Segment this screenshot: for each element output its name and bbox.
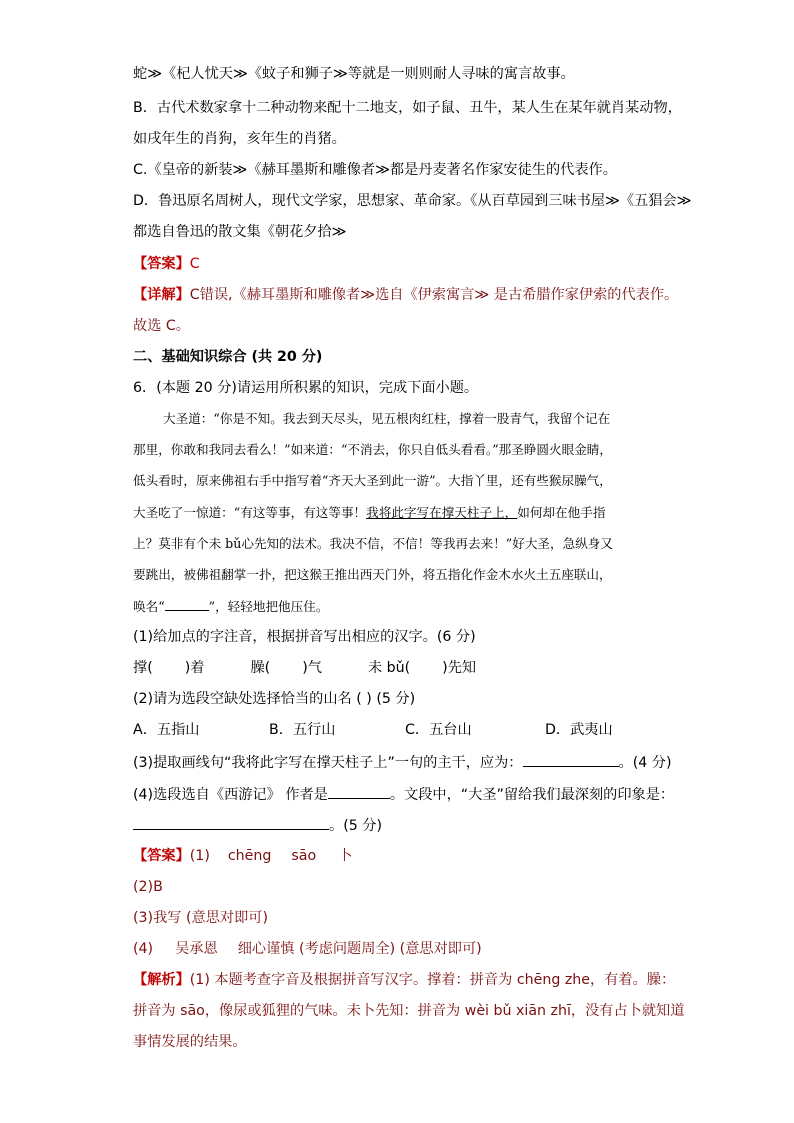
sub4-impression (133, 815, 382, 836)
sub1-stem: (1)给加点的字注音，根据拼音写出相应的汉字。(6 分) (133, 629, 476, 645)
q5-answer (133, 254, 200, 274)
q5-detail-line1 (133, 285, 678, 305)
item-sao: 臊( (250, 660, 271, 676)
q6-answer-line1 (133, 846, 352, 866)
item-bu-tail: )先知 (442, 660, 477, 676)
sub3-stem: (3)提取画线句“我将此字写在撑天柱子上”一句的主干，应为： (133, 755, 523, 771)
sub4-stem: (4)选段选自《西游记》 作者是 (133, 787, 328, 803)
option-c: C.《皇帝的新装≫《赫耳墨斯和雕像者≫都是丹麦著名作家安徒生的代表作。 (133, 162, 617, 178)
analysis-label: 【解析】 (133, 972, 190, 988)
q6-answer-line3: (3)我写 (意思对即可) (133, 910, 268, 926)
option-b-line1: B．古代术数家拿十二种动物来配十二地支，如子鼠、丑牛，某人生在某年就肖某动物， (133, 100, 682, 116)
q6-answer-line4 (133, 939, 482, 959)
section-title: 二、基础知识综合 (共 20 分) (133, 349, 323, 365)
sub3-answer-blank[interactable] (523, 752, 619, 767)
sub4-stem-cont: 。文段中，“大圣”留给我们最深刻的印象是： (389, 787, 675, 803)
author-blank[interactable] (328, 784, 390, 799)
sub4-score: 。(5 分) (329, 818, 382, 834)
q6-analysis-line2: 拼音为 sāo，像尿或狐狸的气味。未卜先知：拼音为 wèi bǔ xiān zhī，没有占卜就知道 (133, 1003, 685, 1019)
passage-line-4 (133, 503, 605, 523)
passage-line-7 (133, 596, 328, 617)
passage-line-5: 上？莫非有个未 bǔ心先知的法术。我决不信，不信！等我再去来！”好大圣，急纵身又 (133, 536, 613, 551)
detail-text: C错误,《赫耳墨斯和雕像者≫选自《伊索寓言≫ 是古希腊作家伊索的代表作。 (189, 287, 679, 303)
option-d-line1: D．鲁迅原名周树人，现代文学家，思想家、革命家。《从百草园到三味书屋≫《五猖会≫ (133, 193, 692, 209)
sub2-options (133, 720, 613, 740)
option-a-continuation: 蛇≫《杞人忧天≫《蚊子和狮子≫等就是一则则耐人寻味的寓言故事。 (133, 66, 575, 82)
item-sao-tail: )气 (302, 660, 322, 676)
passage-line-6: 要跳出，被佛祖翻掌一扑，把这猴王推出西天门外，将五指化作金木水火土五座联山， (133, 567, 612, 582)
answer-author: 吴承恩 (175, 941, 218, 957)
choice-a[interactable]: A．五指山 (133, 722, 200, 738)
answer-cheng: chēng (227, 848, 272, 864)
answer-label: 【答案】 (133, 256, 190, 272)
sub3-question (133, 752, 671, 773)
q6-analysis-line1 (133, 970, 675, 990)
sub1-items (133, 658, 476, 678)
detail-label: 【详解】 (133, 287, 190, 303)
answer-bu: 卜 (338, 848, 353, 864)
q6-answer-line2: (2)B (133, 879, 163, 895)
choice-d[interactable]: D．武夷山 (545, 722, 613, 738)
sub2-stem: (2)请为选段空缺处选择恰当的山名 ( ) (5 分) (133, 691, 416, 707)
sub3-score: 。(4 分) (618, 755, 672, 771)
impression-blank[interactable] (133, 815, 329, 830)
sub4-question (133, 784, 674, 805)
choice-c[interactable]: C．五台山 (405, 722, 472, 738)
analysis-text: (1) 本题考查字音及根据拼音写汉字。撑着：拼音为 chēng zhe，有着。臊： (189, 972, 676, 988)
passage-line-1: 大圣道：“你是不知。我去到天尽头，见五根肉红柱，撑着一股青气，我留个记在 (163, 411, 611, 426)
item-cheng-tail: )着 (184, 660, 205, 676)
passage-text: ”，轻轻地把他压住。 (208, 599, 329, 614)
option-d-line2: 都选自鲁迅的散文集《朝花夕拾≫ (133, 224, 347, 240)
item-bu: 未 bǔ( (367, 660, 411, 676)
passage-text: 大圣吃了一惊道：“有这等事，有这等事！ (133, 505, 367, 520)
passage-text: 如何却在他手指 (517, 505, 606, 520)
underlined-sentence: 我将此字写在撑天柱子上， (366, 505, 518, 520)
choice-b[interactable]: B．五行山 (269, 722, 336, 738)
answer-num: (4) (133, 941, 154, 957)
answer-impression: 细心谨慎 (考虑问题周全) (意思对即可) (237, 941, 482, 957)
answer-value: C (189, 256, 200, 272)
answer-sao: sāo (291, 848, 317, 864)
answer-label: 【答案】 (133, 848, 190, 864)
passage-line-3: 低头看时，原来佛祖右手中指写着“齐天大圣到此一游”。大指丫里，还有些猴尿臊气， (133, 473, 612, 488)
answer-num: (1) (189, 848, 210, 864)
mountain-name-blank[interactable] (165, 596, 209, 611)
question-6-stem: 6．(本题 20 分)请运用所积累的知识，完成下面小题。 (133, 380, 479, 396)
q5-detail-line2: 故选 C。 (133, 318, 190, 334)
q6-analysis-line3: 事情发展的结果。 (133, 1034, 247, 1050)
option-b-line2: 如戌年生的肖狗，亥年生的肖猪。 (133, 131, 346, 147)
passage-text: 唤名“ (133, 599, 165, 614)
passage-line-2: 那里，你敢和我同去看么！”如来道：“不消去，你只自低头看看。”那圣睁圆火眼金睛， (133, 442, 612, 457)
item-cheng: 撑( (133, 660, 153, 676)
